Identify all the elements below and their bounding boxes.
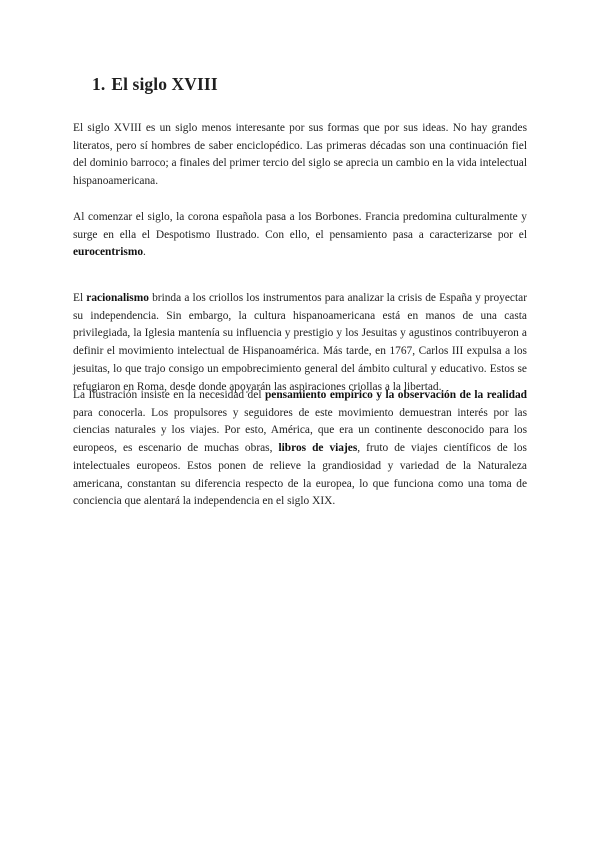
paragraph-text: El	[73, 292, 87, 304]
term-racionalismo: racionalismo	[86, 292, 149, 304]
paragraph-intro	[73, 120, 527, 191]
term-eurocentrismo: eurocentrismo	[73, 246, 144, 259]
paragraph-text: La Ilustración insiste en la necesidad del	[73, 389, 265, 401]
paragraph-text: .	[143, 246, 146, 259]
section-number: 1.	[92, 74, 106, 94]
paragraph-racionalismo	[73, 290, 527, 396]
term-pensamiento-empirico: pensamiento empírico y la observación de la realidad	[264, 389, 527, 401]
section-title: El siglo XVIII	[111, 74, 218, 94]
paragraph-borbones	[73, 209, 527, 262]
paragraph-text: Al comenzar el siglo, la corona española pasa a los Borbones. Francia predomina culturalmente y surge en ella el Despotismo Ilustrado. Con ello, el pensamiento pasa a caracterizarse por el	[73, 211, 527, 241]
paragraph-ilustracion	[73, 387, 527, 511]
section-heading	[92, 72, 218, 96]
paragraph-text: , fruto de viajes científicos de los intelectuales europeos. Estos ponen de relieve la grandiosidad y variedad de la Naturaleza americana, constantan su diferencia respecto de la europea, lo que funciona como una toma de conciencia que alentará la independencia en el siglo XIX.	[73, 442, 527, 508]
term-libros-de-viajes: libros de viajes	[278, 442, 358, 455]
paragraph-text: para conocerla. Los propulsores y seguidores de este movimiento demuestran interés por las ciencias naturales y los viajes. Por esto, América, que era un continente desconocido para los europeos, es escenario de muchas obras,	[73, 406, 527, 455]
paragraph-text: El siglo XVIII es un siglo menos interesante por sus formas que por sus ideas. No hay grandes literatos, pero sí hombres de saber enciclopédico. Las primeras décadas son una continuación fiel del dominio barroco; a finales del primer tercio del siglo se aprecia un cambio en la vida intelectual hispanoamericana.	[73, 122, 527, 188]
paragraph-text: brinda a los criollos los instrumentos para analizar la crisis de España y proyectar su independencia. Sin embargo, la cultura hispanoamericana está en manos de una casta privilegiada, la Iglesia mantenía su influencia y prestigio y los Jesuitas y agustinos contribuyeron a definir el movimiento intelectual de Hispanoamérica. Más tarde, en 1767, Carlos III expulsa a los jesuitas, lo que trajo consigo un empobrecimiento general del ámbito cultural y educativo. Estos se refugiaron en Roma, desde donde apoyarán las aspiraciones criollas a la libertad.	[73, 292, 527, 393]
